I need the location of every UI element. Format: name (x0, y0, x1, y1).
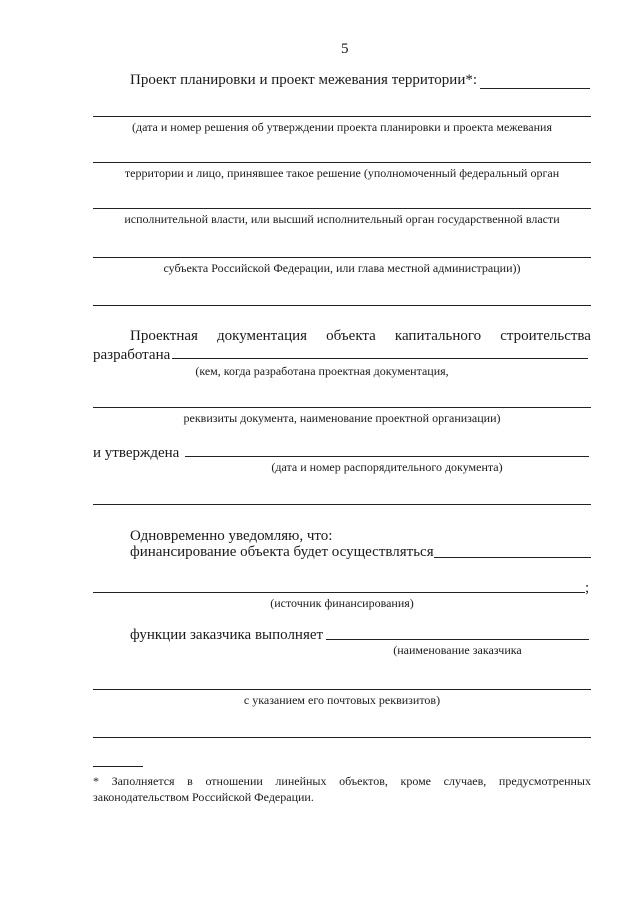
financing-field[interactable] (434, 557, 591, 558)
decision-field-line-1[interactable] (93, 116, 591, 117)
customer-label: функции заказчика выполняет (130, 627, 324, 643)
footnote-separator (93, 766, 143, 767)
design-docs-word-2: документация (217, 328, 308, 344)
approved-field-line-2[interactable] (93, 504, 591, 505)
customer-field-line-3[interactable] (93, 737, 591, 738)
customer-field[interactable] (326, 639, 589, 640)
approved-field[interactable] (185, 456, 589, 457)
decision-caption-1: (дата и номер решения об утверждении проекта планировки и проекта межевания (132, 120, 552, 134)
customer-caption-1: (наименование заказчика (393, 643, 522, 657)
decision-field-line-2[interactable] (93, 162, 591, 163)
design-docs-word-4: капитального (394, 328, 482, 344)
financing-caption: (источник финансирования) (270, 596, 414, 610)
project-planning-label: Проект планировки и проект межевания территории*: (130, 72, 478, 88)
footnote-line-2: законодательством Российской Федерации. (93, 790, 314, 804)
decision-caption-2: территории и лицо, принявшее такое решение (уполномоченный федеральный орган (124, 166, 560, 180)
approved-label: и утверждена (93, 445, 180, 461)
developed-caption-2: реквизиты документа, наименование проектной организации) (183, 411, 501, 425)
decision-field-line-5[interactable] (93, 305, 591, 306)
decision-field-line-4[interactable] (93, 257, 591, 258)
design-docs-word-1: Проектная (130, 328, 198, 344)
design-docs-heading (130, 327, 591, 345)
developed-field-line-2[interactable] (93, 407, 591, 408)
design-docs-word-5: строительства (500, 328, 591, 344)
financing-semicolon: ; (585, 580, 590, 596)
customer-field-line-2[interactable] (93, 689, 591, 690)
financing-field-line-2[interactable] (93, 592, 585, 593)
project-planning-field[interactable] (480, 88, 590, 89)
developed-label: разработана (93, 347, 171, 363)
developed-caption-1: (кем, когда разработана проектная документация, (195, 364, 449, 378)
decision-caption-4: субъекта Российской Федерации, или глава местной администрации)) (163, 261, 521, 275)
footnote-line-1 (93, 774, 591, 788)
footnote-text-1: * Заполняется в отношении линейных объектов, кроме случаев, предусмотренных (93, 774, 591, 788)
decision-field-line-3[interactable] (93, 208, 591, 209)
page-number: 5 (341, 41, 349, 57)
developed-field[interactable] (172, 358, 588, 359)
design-docs-word-3: объекта (326, 328, 376, 344)
approved-caption: (дата и номер распорядительного документа) (271, 460, 503, 474)
financing-label: финансирование объекта будет осуществляться (130, 544, 434, 560)
notice-intro: Одновременно уведомляю, что: (130, 528, 333, 544)
decision-caption-3: исполнительной власти, или высший исполнительный орган государственной власти (124, 212, 560, 226)
customer-caption-2: с указанием его почтовых реквизитов) (243, 693, 441, 707)
